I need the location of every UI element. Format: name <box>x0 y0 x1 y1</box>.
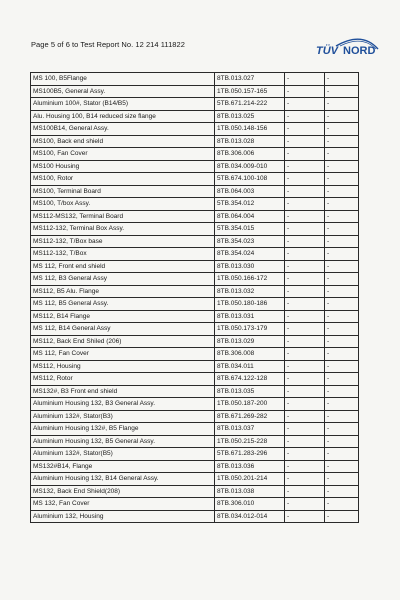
column-3-cell: - <box>285 485 325 498</box>
table-row <box>31 385 359 398</box>
part-name-cell: MS 100, B5Flange <box>31 73 215 86</box>
table-row <box>31 285 359 298</box>
column-4-cell: - <box>325 260 359 273</box>
column-3-cell: - <box>285 198 325 211</box>
part-name-cell: MS100, Rotor <box>31 173 215 186</box>
drawing-number-cell: 5TB.354.015 <box>215 223 285 236</box>
part-name-cell: MS100, Fan Cover <box>31 148 215 161</box>
table-row <box>31 273 359 286</box>
drawing-number-cell: 1TB.050.180-186 <box>215 298 285 311</box>
table-row <box>31 73 359 86</box>
column-4-cell: - <box>325 373 359 386</box>
column-3-cell: - <box>285 473 325 486</box>
drawing-number-cell: 8TB.674.122-128 <box>215 373 285 386</box>
column-4-cell: - <box>325 423 359 436</box>
column-3-cell: - <box>285 460 325 473</box>
part-name-cell: Aluminium 132#, Stator(B5) <box>31 448 215 461</box>
column-4-cell: - <box>325 473 359 486</box>
column-4-cell: - <box>325 248 359 261</box>
column-3-cell: - <box>285 360 325 373</box>
table-row <box>31 323 359 336</box>
column-3-cell: - <box>285 510 325 523</box>
column-4-cell: - <box>325 398 359 411</box>
column-4-cell: - <box>325 460 359 473</box>
column-4-cell: - <box>325 485 359 498</box>
column-3-cell: - <box>285 448 325 461</box>
table-row <box>31 173 359 186</box>
column-4-cell: - <box>325 448 359 461</box>
column-4-cell: - <box>325 210 359 223</box>
column-3-cell: - <box>285 498 325 511</box>
table-row <box>31 160 359 173</box>
column-4-cell: - <box>325 235 359 248</box>
column-4-cell: - <box>325 510 359 523</box>
part-name-cell: Aluminium 132, Housing <box>31 510 215 523</box>
column-3-cell: - <box>285 148 325 161</box>
drawing-number-cell: 8TB.013.037 <box>215 423 285 436</box>
part-name-cell: MS100, T/box Assy. <box>31 198 215 211</box>
column-4-cell: - <box>325 110 359 123</box>
column-4-cell: - <box>325 323 359 336</box>
column-3-cell: - <box>285 273 325 286</box>
column-3-cell: - <box>285 298 325 311</box>
table-row <box>31 148 359 161</box>
drawing-number-cell: 8TB.306.008 <box>215 348 285 361</box>
table-row <box>31 498 359 511</box>
column-4-cell: - <box>325 410 359 423</box>
column-3-cell: - <box>285 135 325 148</box>
table-row <box>31 510 359 523</box>
drawing-number-cell: 8TB.034.009-010 <box>215 160 285 173</box>
column-4-cell: - <box>325 123 359 136</box>
part-name-cell: MS112, Housing <box>31 360 215 373</box>
tuv-nord-logo-icon <box>316 37 380 62</box>
drawing-number-cell: 8TB.013.038 <box>215 485 285 498</box>
column-3-cell: - <box>285 185 325 198</box>
drawing-number-cell: 1TB.050.148-156 <box>215 123 285 136</box>
column-3-cell: - <box>285 310 325 323</box>
column-3-cell: - <box>285 348 325 361</box>
part-name-cell: MS112-132, Terminal Box Assy. <box>31 223 215 236</box>
column-4-cell: - <box>325 298 359 311</box>
column-4-cell: - <box>325 185 359 198</box>
part-name-cell: Aluminium Housing 132, B3 General Assy. <box>31 398 215 411</box>
column-4-cell: - <box>325 435 359 448</box>
table-row <box>31 248 359 261</box>
drawing-number-cell: 8TB.064.003 <box>215 185 285 198</box>
part-name-cell: MS112, Rotor <box>31 373 215 386</box>
column-3-cell: - <box>285 210 325 223</box>
column-4-cell: - <box>325 273 359 286</box>
column-3-cell: - <box>285 223 325 236</box>
part-name-cell: MS 112, B3 General Assy <box>31 273 215 286</box>
column-4-cell: - <box>325 285 359 298</box>
part-name-cell: Aluminium Housing 132, B14 General Assy. <box>31 473 215 486</box>
table-row <box>31 223 359 236</box>
part-name-cell: MS112, Back End Shiled (206) <box>31 335 215 348</box>
drawing-number-cell: 1TB.050.215-228 <box>215 435 285 448</box>
table-row <box>31 423 359 436</box>
column-3-cell: - <box>285 373 325 386</box>
part-name-cell: MS112-MS132, Terminal Board <box>31 210 215 223</box>
table-row <box>31 410 359 423</box>
table-row <box>31 198 359 211</box>
column-3-cell: - <box>285 110 325 123</box>
part-name-cell: Alu. Housing 100, B14 reduced size flange <box>31 110 215 123</box>
column-4-cell: - <box>325 348 359 361</box>
drawing-number-cell: 5TB.354.012 <box>215 198 285 211</box>
drawing-number-cell: 8TB.034.012-014 <box>215 510 285 523</box>
column-3-cell: - <box>285 235 325 248</box>
drawing-number-cell: 5TB.671.283-296 <box>215 448 285 461</box>
column-3-cell: - <box>285 260 325 273</box>
drawing-number-cell: 1TB.050.166-172 <box>215 273 285 286</box>
part-name-cell: MS 112, Fan Cover <box>31 348 215 361</box>
drawing-number-cell: 8TB.671.269-282 <box>215 410 285 423</box>
column-4-cell: - <box>325 85 359 98</box>
column-4-cell: - <box>325 73 359 86</box>
drawing-number-cell: 8TB.013.028 <box>215 135 285 148</box>
part-name-cell: Aluminium Housing 132#, B5 Flange <box>31 423 215 436</box>
column-4-cell: - <box>325 335 359 348</box>
drawing-number-cell: 5TB.671.214-222 <box>215 98 285 111</box>
table-row <box>31 235 359 248</box>
part-name-cell: MS132#B14, Flange <box>31 460 215 473</box>
column-4-cell: - <box>325 498 359 511</box>
column-3-cell: - <box>285 285 325 298</box>
part-name-cell: MS100, Back end shield <box>31 135 215 148</box>
column-4-cell: - <box>325 198 359 211</box>
part-name-cell: MS112-132, T/Box <box>31 248 215 261</box>
table-row <box>31 260 359 273</box>
column-3-cell: - <box>285 248 325 261</box>
column-4-cell: - <box>325 310 359 323</box>
drawing-number-cell: 8TB.013.029 <box>215 335 285 348</box>
part-name-cell: MS 112, B5 General Assy. <box>31 298 215 311</box>
column-3-cell: - <box>285 435 325 448</box>
part-name-cell: MS100 Housing <box>31 160 215 173</box>
column-4-cell: - <box>325 98 359 111</box>
column-3-cell: - <box>285 410 325 423</box>
column-3-cell: - <box>285 73 325 86</box>
column-4-cell: - <box>325 160 359 173</box>
table-row <box>31 135 359 148</box>
drawing-number-cell: 1TB.050.187-200 <box>215 398 285 411</box>
part-name-cell: Aluminium Housing 132, B5 General Assy. <box>31 435 215 448</box>
part-name-cell: MS132#, B3 Front end shield <box>31 385 215 398</box>
table-row <box>31 123 359 136</box>
part-name-cell: MS112, B5 Alu. Flange <box>31 285 215 298</box>
column-3-cell: - <box>285 335 325 348</box>
part-name-cell: Aluminium 100#, Stator (B14/B5) <box>31 98 215 111</box>
column-4-cell: - <box>325 385 359 398</box>
table-row <box>31 373 359 386</box>
svg-text:TÜV: TÜV <box>316 45 338 57</box>
drawing-number-cell: 8TB.013.025 <box>215 110 285 123</box>
drawing-number-cell: 8TB.013.036 <box>215 460 285 473</box>
drawing-number-cell: 8TB.013.027 <box>215 73 285 86</box>
column-3-cell: - <box>285 423 325 436</box>
table-row <box>31 360 359 373</box>
table-row <box>31 310 359 323</box>
part-name-cell: MS100B14, General Assy. <box>31 123 215 136</box>
table-row <box>31 398 359 411</box>
drawing-number-cell: 8TB.354.023 <box>215 235 285 248</box>
part-name-cell: MS100, Terminal Board <box>31 185 215 198</box>
column-3-cell: - <box>285 398 325 411</box>
table-row <box>31 473 359 486</box>
part-name-cell: MS100B5, General Assy. <box>31 85 215 98</box>
drawing-number-cell: 8TB.034.011 <box>215 360 285 373</box>
table-row <box>31 185 359 198</box>
column-3-cell: - <box>285 173 325 186</box>
part-name-cell: MS 112, Front end shield <box>31 260 215 273</box>
table-row <box>31 485 359 498</box>
table-row <box>31 298 359 311</box>
table-row <box>31 98 359 111</box>
part-name-cell: MS112, B14 Flange <box>31 310 215 323</box>
column-4-cell: - <box>325 223 359 236</box>
column-3-cell: - <box>285 160 325 173</box>
column-4-cell: - <box>325 135 359 148</box>
drawing-number-cell: 8TB.354.024 <box>215 248 285 261</box>
tuv-nord-logo <box>316 37 380 62</box>
drawing-number-cell: 1TB.050.173-179 <box>215 323 285 336</box>
drawing-number-cell: 1TB.050.157-165 <box>215 85 285 98</box>
table-row <box>31 210 359 223</box>
column-3-cell: - <box>285 123 325 136</box>
page-header: Page 5 of 6 to Test Report No. 12 214 111822 <box>31 40 185 49</box>
part-name-cell: MS112-132, T/Box base <box>31 235 215 248</box>
drawing-number-cell: 8TB.013.031 <box>215 310 285 323</box>
column-3-cell: - <box>285 98 325 111</box>
table-row <box>31 460 359 473</box>
table-row <box>31 85 359 98</box>
drawing-number-cell: 8TB.013.032 <box>215 285 285 298</box>
drawing-number-cell: 8TB.306.010 <box>215 498 285 511</box>
drawing-number-cell: 8TB.306.006 <box>215 148 285 161</box>
drawing-number-cell: 8TB.064.004 <box>215 210 285 223</box>
drawing-number-cell: 5TB.674.100-108 <box>215 173 285 186</box>
part-name-cell: Aluminium 132#, Stator(B3) <box>31 410 215 423</box>
column-4-cell: - <box>325 173 359 186</box>
drawing-number-cell: 8TB.013.030 <box>215 260 285 273</box>
parts-table <box>30 72 348 523</box>
drawing-number-cell: 1TB.050.201-214 <box>215 473 285 486</box>
table-row <box>31 448 359 461</box>
svg-text:NORD: NORD <box>343 45 376 57</box>
drawing-number-cell: 8TB.013.035 <box>215 385 285 398</box>
part-name-cell: MS 132, Fan Cover <box>31 498 215 511</box>
table-row <box>31 335 359 348</box>
column-3-cell: - <box>285 323 325 336</box>
column-3-cell: - <box>285 85 325 98</box>
column-4-cell: - <box>325 360 359 373</box>
table-row <box>31 110 359 123</box>
part-name-cell: MS132, Back End Shield(208) <box>31 485 215 498</box>
column-4-cell: - <box>325 148 359 161</box>
column-3-cell: - <box>285 385 325 398</box>
table-row <box>31 435 359 448</box>
part-name-cell: MS 112, B14 General Assy <box>31 323 215 336</box>
table-row <box>31 348 359 361</box>
